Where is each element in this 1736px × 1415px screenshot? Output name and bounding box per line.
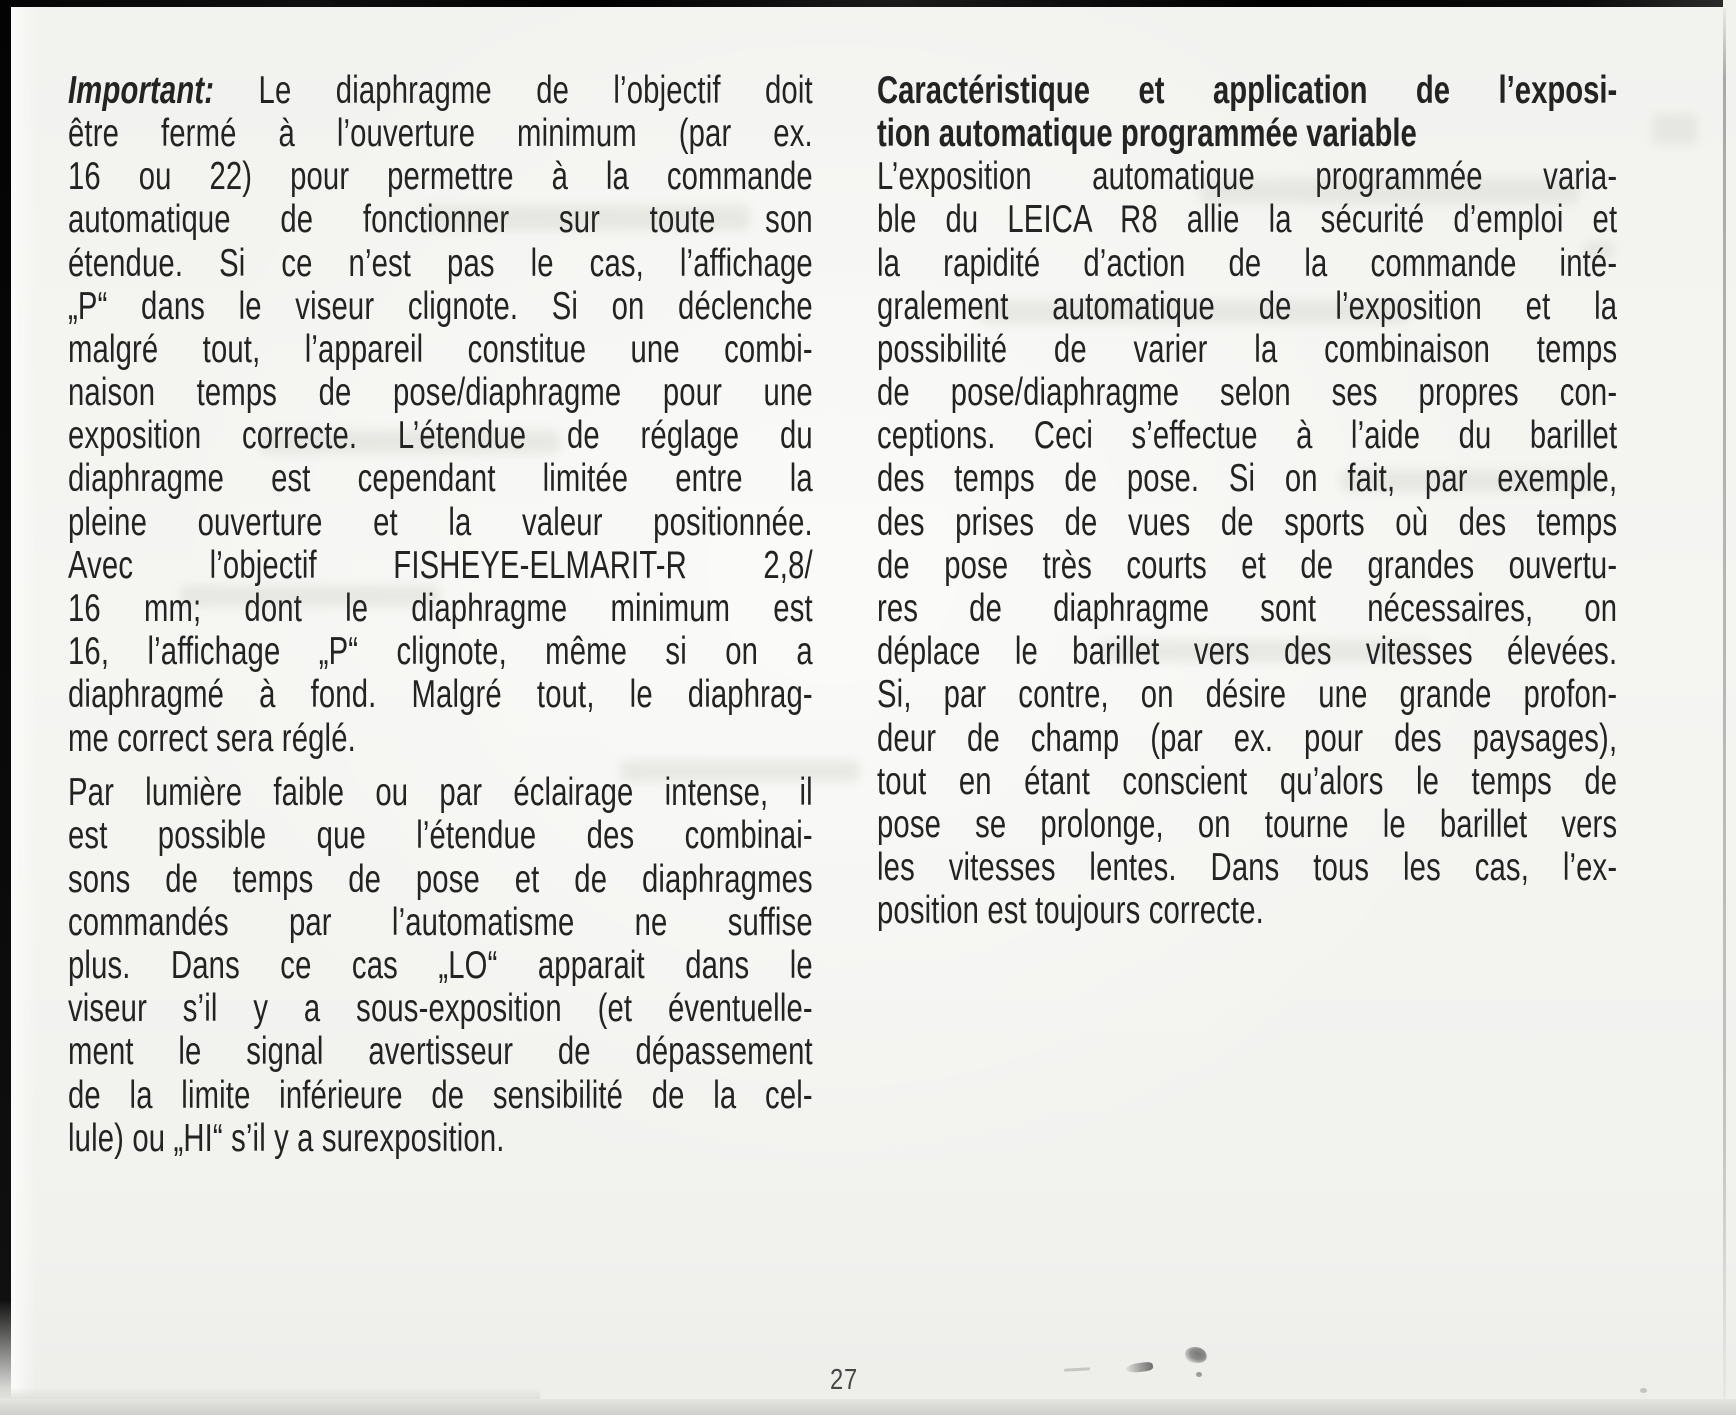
text-line: les vitesses lentes. Dans tous les cas, l’ex- (877, 846, 1618, 890)
text-line: être fermé à l’ouverture minimum (par ex. (68, 111, 813, 155)
text-line: étendue. Si ce n’est pas le cas, l’affichage (68, 241, 813, 285)
text-line: pleine ouverture et la valeur positionnée. (68, 500, 813, 544)
text-column-right (877, 69, 1617, 933)
text-line: de pose/diaphragme selon ses propres con- (877, 371, 1618, 415)
text-line: Important: Le diaphragme de l’objectif doit (68, 68, 813, 112)
text-line: tion automatique programmée variable (877, 111, 1417, 155)
text-line: naison temps de pose/diaphragme pour une (68, 371, 813, 415)
text-line: L’exposition automatique programmée varia- (877, 155, 1618, 199)
page-number: 27 (830, 1364, 859, 1396)
text-line: malgré tout, l’appareil constitue une combi- (68, 327, 813, 371)
important-lead: Important: (68, 68, 215, 112)
paper-edge-highlight (11, 0, 37, 1400)
text-line: tout en étant conscient qu’alors le temps de (877, 759, 1618, 803)
text-line: sons de temps de pose et de diaphragmes (68, 857, 813, 901)
text-line: de pose très courts et de grandes ouvertu- (877, 543, 1618, 587)
smudge-blob (1183, 1345, 1208, 1366)
text-line: diaphragmé à fond. Malgré tout, le diaphrag- (68, 673, 813, 717)
text-line: Par lumière faible ou par éclairage intense, il (68, 771, 813, 815)
text-line: ment le signal avertisseur de dépassement (68, 1030, 813, 1074)
text-line: ble du LEICA R8 allie la sécurité d’emploi et (877, 198, 1618, 242)
page-edge-line-right (1723, 8, 1726, 1402)
text-line: 16 ou 22) pour permettre à la commande (68, 155, 813, 199)
text-line: possibilité de varier la combinaison temps (877, 327, 1618, 371)
scan-border-left (0, 0, 11, 1398)
paragraph (68, 771, 813, 1160)
text-line: de la limite inférieure de sensibilité de la cel- (68, 1073, 813, 1117)
text-line: déplace le barillet vers des vitesses élevées. (877, 630, 1618, 674)
text-line: Caractéristique et application de l’exposi- (877, 68, 1618, 112)
text-line: lule) ou „HI“ s’il y a surexposition. (68, 1116, 505, 1160)
text-line: des prises de vues de sports où des temps (877, 500, 1618, 544)
text-line: gralement automatique de l’exposition et la (877, 284, 1618, 328)
smudge-dot (1196, 1372, 1202, 1377)
smudge-faint-dash (1064, 1367, 1090, 1371)
text-line: res de diaphragme sont nécessaires, on (877, 587, 1618, 631)
text-line: automatique de fonctionner sur toute son (68, 198, 813, 242)
paragraph (877, 69, 1617, 933)
text-line: viseur s’il y a sous-exposition (et éventuelle- (68, 987, 813, 1031)
speck (1640, 1388, 1647, 1393)
text-line: pose se prolonge, on tourne le barillet vers (877, 802, 1618, 846)
bleed-through-artifact (1652, 113, 1698, 145)
text-line: deur de champ (par ex. pour des paysages), (877, 716, 1618, 760)
text-line: 16, l’affichage „P“ clignote, même si on a (68, 630, 813, 674)
smudge-dash (1126, 1361, 1154, 1373)
text-column-left (68, 69, 813, 1160)
paragraph (68, 69, 813, 760)
text-line: exposition correcte. L’étendue de réglage du (68, 414, 813, 458)
text-line: plus. Dans ce cas „LO“ apparait dans le (68, 944, 813, 988)
text-line: Avec l’objectif FISHEYE-ELMARIT-R 2,8/ (68, 543, 813, 587)
text-line: la rapidité d’action de la commande inté- (877, 241, 1618, 285)
scan-border-top (0, 0, 1723, 7)
text-line: position est toujours correcte. (877, 889, 1264, 933)
text-line: me correct sera réglé. (68, 716, 356, 760)
text-line: diaphragme est cependant limitée entre la (68, 457, 813, 501)
bottom-scan-shadow (0, 1399, 1736, 1415)
text-line: est possible que l’étendue des combinai- (68, 814, 813, 858)
text-line: commandés par l’automatisme ne suffise (68, 900, 813, 944)
text-line: Si, par contre, on désire une grande profon- (877, 673, 1618, 717)
text-line: des temps de pose. Si on fait, par exemple, (877, 457, 1618, 501)
text-line: ceptions. Ceci s’effectue à l’aide du barillet (877, 414, 1618, 458)
text-line: „P“ dans le viseur clignote. Si on déclenche (68, 284, 813, 328)
text-line: 16 mm; dont le diaphragme minimum est (68, 587, 813, 631)
